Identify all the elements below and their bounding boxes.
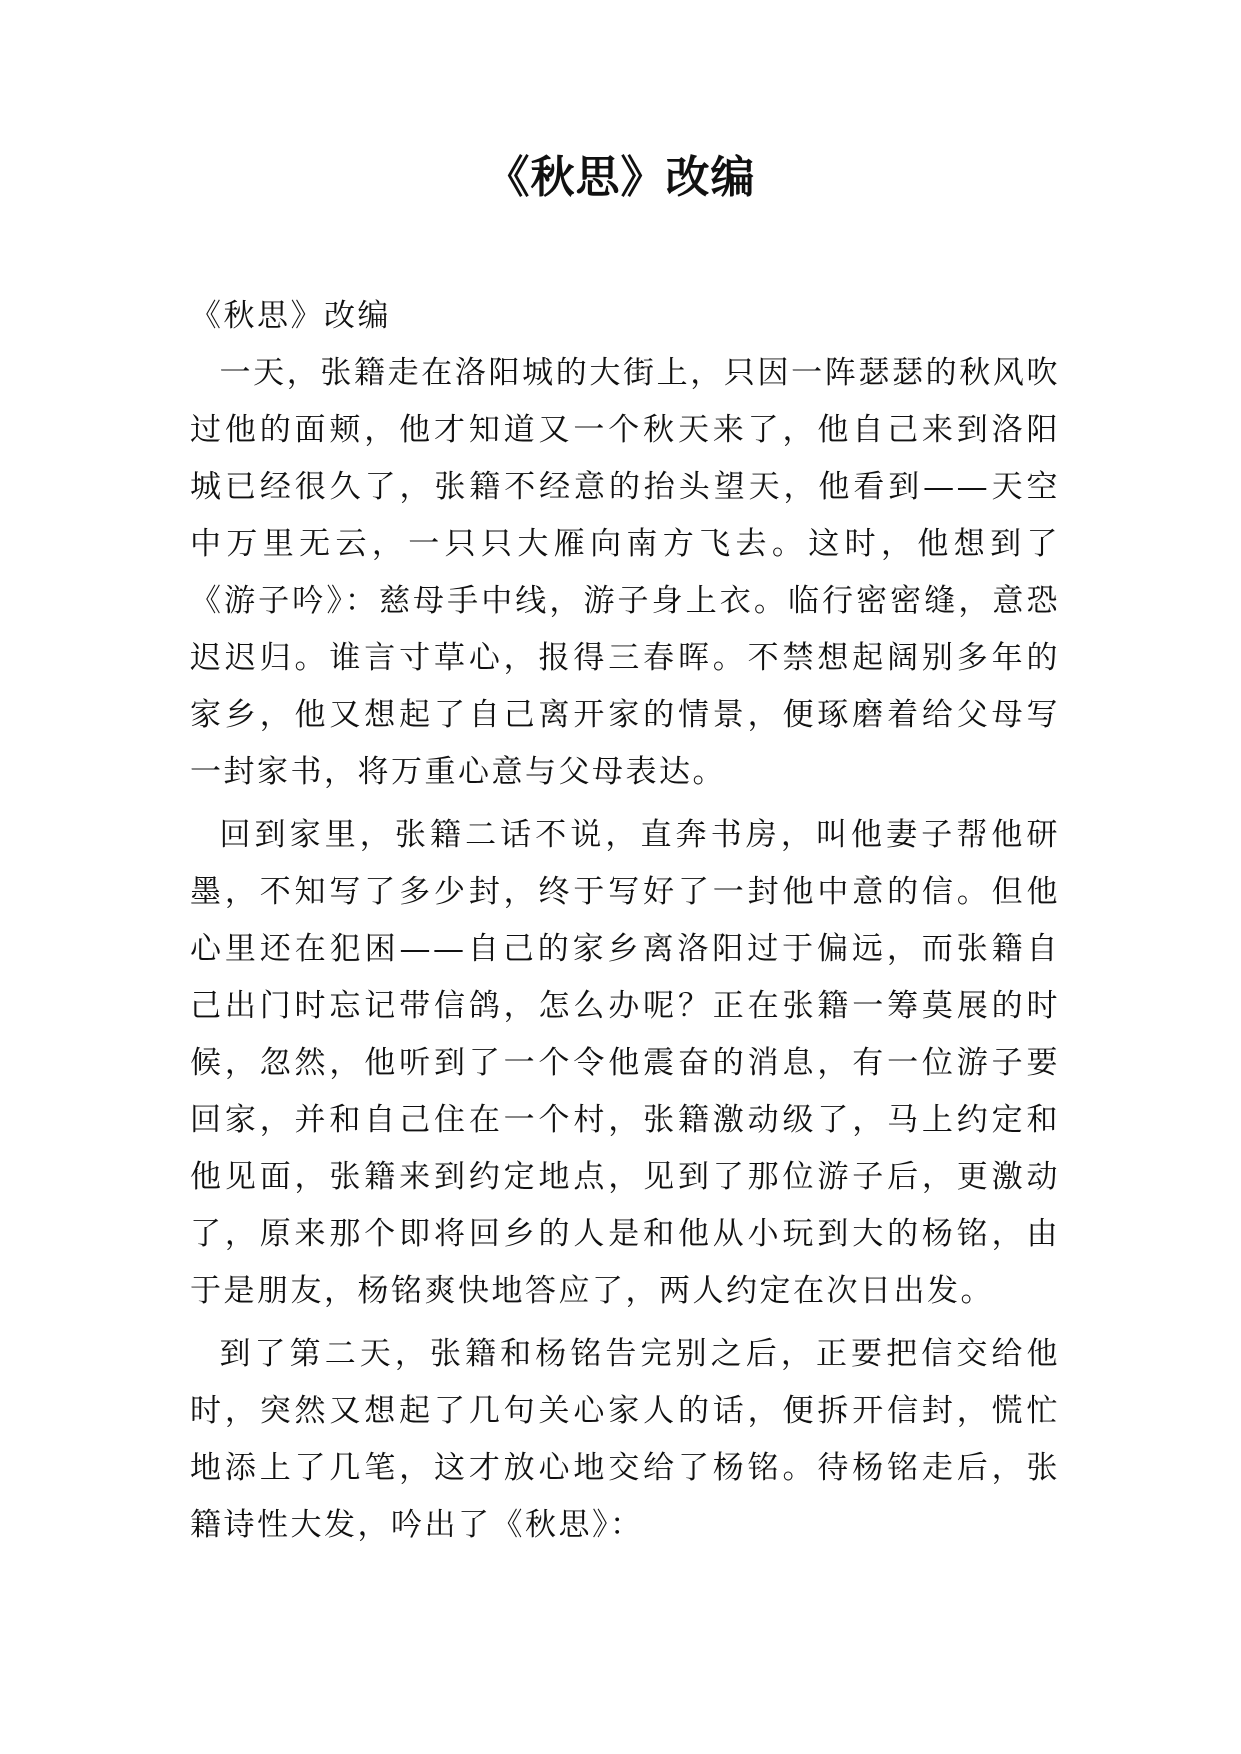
paragraph-1: 一天，张籍走在洛阳城的大街上，只因一阵瑟瑟的秋风吹过他的面颊，他才知道又一个秋天来了，他自己来到洛阳城已经很久了，张籍不经意的抬头望天，他看到——天空中万里无云，一只只大雁向南方飞去。这时，他想到了《游子吟》：慈母手中线，游子身上衣。临行密密缝，意恐迟迟归。谁言寸草心，报得三春晖。不禁想起阔别多年的家乡，他又想起了自己离开家的情景，便琢磨着给父母写一封家书，将万重心意与父母表达。 xyxy=(190,355,1060,790)
document-subtitle: 《秋思》改编 xyxy=(190,298,391,334)
document-body xyxy=(190,288,1060,1554)
paragraph-2: 回到家里，张籍二话不说，直奔书房，叫他妻子帮他研墨，不知写了多少封，终于写好了一封他中意的信。但他心里还在犯困——自己的家乡离洛阳过于偏远，而张籍自己出门时忘记带信鸽，怎么办呢？正在张籍一筹莫展的时候，忽然，他听到了一个令他震奋的消息，有一位游子要回家，并和自己住在一个村，张籍激动级了，马上约定和他见面，张籍来到约定地点，见到了那位游子后，更激动了，原来那个即将回乡的人是和他从小玩到大的杨铭，由于是朋友，杨铭爽快地答应了，两人约定在次日出发。 xyxy=(190,817,1060,1309)
document-title: 《秋思》改编 xyxy=(485,152,756,203)
paragraph-3: 到了第二天，张籍和杨铭告完别之后，正要把信交给他时，突然又想起了几句关心家人的话，便拆开信封，慌忙地添上了几笔，这才放心地交给了杨铭。待杨铭走后，张籍诗性大发，吟出了《秋思》： xyxy=(190,1336,1060,1543)
